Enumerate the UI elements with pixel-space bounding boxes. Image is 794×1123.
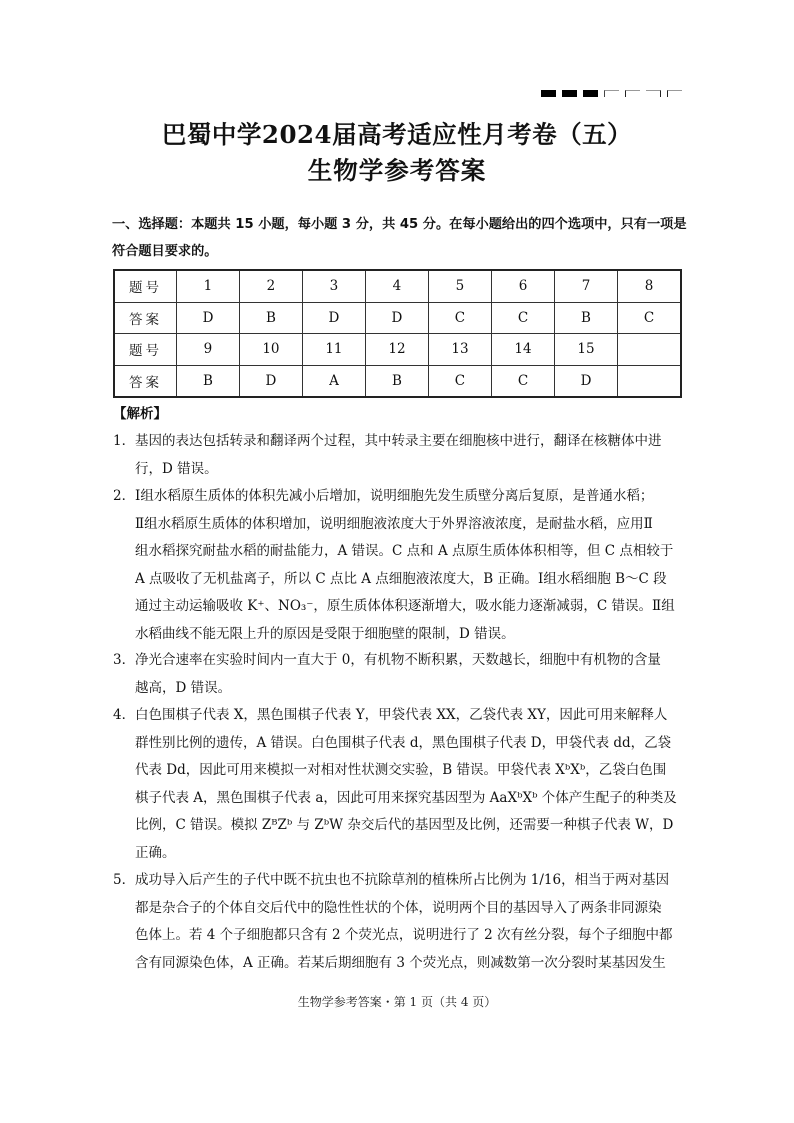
table-cell: 13 xyxy=(428,334,491,366)
table-cell: 5 xyxy=(428,270,491,302)
analysis-item xyxy=(113,702,683,867)
analysis-item xyxy=(113,483,683,648)
text-line: 棋子代表 A，黑色围棋子代表 a，因此可用来探究基因型为 AaXᵇXᵇ 个体产生配子的种类及 xyxy=(135,789,677,806)
table-cell: 9 xyxy=(177,334,240,366)
item-body xyxy=(135,428,683,483)
table-cell: A xyxy=(302,365,365,397)
table-cell: C xyxy=(618,302,681,334)
corner-mark xyxy=(646,90,661,97)
text-line: 组水稻探究耐盐水稻的耐盐能力，A 错误。C 点和 A 点原生质体体积相等，但 C 点相较于 xyxy=(135,543,674,559)
text-line: 正确。 xyxy=(135,844,176,861)
table-cell xyxy=(618,334,681,366)
row-label: 答案 xyxy=(114,365,177,397)
item-body xyxy=(135,483,683,648)
item-body xyxy=(135,867,683,977)
text-line: 色体上。若 4 个子细胞都只含有 2 个荧光点，说明进行了 2 次有丝分裂，每个子细胞中都 xyxy=(135,927,673,943)
corner-mark xyxy=(625,90,640,97)
text-line: A 点吸收了无机盐离子，所以 C 点比 A 点细胞液浓度大，B 正确。Ⅰ组水稻细胞 B～C 段 xyxy=(135,570,667,587)
item-number: 4． xyxy=(113,707,136,723)
text-line: Ⅱ组水稻原生质体的体积增加，说明细胞液浓度大于外界溶液浓度，是耐盐水稻，应用Ⅱ xyxy=(135,515,653,532)
text-line: Ⅰ组水稻原生质体的体积先减小后增加，说明细胞先发生质壁分离后复原，是普通水稻； xyxy=(135,488,654,504)
text-line: 含有同源染色体，A 正确。若某后期细胞有 3 个荧光点，则减数第一次分裂时某基因发生 xyxy=(135,954,666,971)
table-cell: C xyxy=(428,365,491,397)
analysis-heading: 【解析】 xyxy=(113,406,167,422)
table-cell: 12 xyxy=(365,334,428,366)
item-body xyxy=(135,702,683,867)
item-number: 5． xyxy=(113,872,136,888)
table-cell xyxy=(618,365,681,397)
table-row xyxy=(114,270,681,302)
table-cell: D xyxy=(177,302,240,334)
analysis-item xyxy=(113,867,683,977)
table-cell: 3 xyxy=(302,270,365,302)
table-cell: B xyxy=(365,365,428,397)
text-line: 比例，C 错误。模拟 ZᴮZᵇ 与 ZᵇW 杂交后代的基因型及比例，还需要一种棋子代表 W，D xyxy=(135,817,674,833)
row-label: 答案 xyxy=(114,302,177,334)
table-cell: 7 xyxy=(555,270,618,302)
text-line: 基因的表达包括转录和翻译两个过程，其中转录主要在细胞核中进行，翻译在核糖体中进 xyxy=(135,433,662,449)
analysis-item xyxy=(113,647,683,702)
table-cell: 1 xyxy=(177,270,240,302)
item-number: 2． xyxy=(113,488,136,504)
text-line: 越高，D 错误。 xyxy=(135,679,232,696)
table-cell: 4 xyxy=(365,270,428,302)
table-cell: D xyxy=(365,302,428,334)
corner-mark xyxy=(667,90,682,97)
text-line: 净光合速率在实验时间内一直大于 0，有机物不断积累，天数越长，细胞中有机物的含量 xyxy=(135,652,661,668)
table-cell: D xyxy=(239,365,302,397)
row-label: 题号 xyxy=(114,334,177,366)
table-cell: B xyxy=(239,302,302,334)
table-cell: 2 xyxy=(239,270,302,302)
table-cell: 11 xyxy=(302,334,365,366)
table-cell: D xyxy=(302,302,365,334)
table-row xyxy=(114,302,681,334)
analysis-item xyxy=(113,428,683,483)
solid-block-mark xyxy=(541,90,556,97)
solid-block-mark xyxy=(562,90,577,97)
table-cell: B xyxy=(177,365,240,397)
corner-mark xyxy=(604,90,619,97)
table-cell: 15 xyxy=(555,334,618,366)
table-cell: C xyxy=(428,302,491,334)
document-subtitle: 生物学参考答案 xyxy=(307,156,487,185)
text-line: 都是杂合子的个体自交后代中的隐性性状的个体，说明两个目的基因导入了两条非同源染 xyxy=(135,899,662,916)
answer-table xyxy=(113,269,682,398)
table-cell: 10 xyxy=(239,334,302,366)
text-line: 代表 Dd，因此可用来模拟一对相对性状测交实验，B 错误。甲袋代表 XᵇXᵇ，乙袋白色围 xyxy=(135,762,667,778)
table-row xyxy=(114,334,681,366)
solid-block-mark xyxy=(583,90,598,97)
table-row xyxy=(114,365,681,397)
text-line: 通过主动运输吸收 K⁺、NO₃⁻，原生质体体积逐渐增大，吸水能力逐渐减弱，C 错误。Ⅱ组 xyxy=(135,598,675,614)
registration-marks xyxy=(541,90,682,98)
table-cell: 8 xyxy=(618,270,681,302)
text-line: 群性别比例的遗传，A 错误。白色围棋子代表 d，黑色围棋子代表 D，甲袋代表 dd，乙袋 xyxy=(135,734,672,751)
document-title: 巴蜀中学2024届高考适应性月考卷（五） xyxy=(161,120,633,149)
item-number: 3． xyxy=(113,652,136,668)
text-line: 行，D 错误。 xyxy=(135,460,218,477)
page-footer: 生物学参考答案・第 1 页（共 4 页） xyxy=(297,995,497,1009)
table-cell: C xyxy=(491,302,554,334)
table-cell: D xyxy=(555,365,618,397)
item-body xyxy=(135,647,683,702)
text-line: 白色围棋子代表 X，黑色围棋子代表 Y，甲袋代表 XX，乙袋代表 XY，因此可用来解释人 xyxy=(135,707,668,723)
text-line: 水稻曲线不能无限上升的原因是受限于细胞壁的限制，D 错误。 xyxy=(135,625,515,642)
table-cell: C xyxy=(491,365,554,397)
row-label: 题号 xyxy=(114,270,177,302)
table-cell: 14 xyxy=(491,334,554,366)
section-intro: 一、选择题：本题共 15 小题，每小题 3 分，共 45 分。在每小题给出的四个选项中，只有一项是符合题目要求的。 xyxy=(112,217,687,259)
item-number: 1． xyxy=(113,433,136,449)
table-cell: B xyxy=(555,302,618,334)
text-line: 成功导入后产生的子代中既不抗虫也不抗除草剂的植株所占比例为 1/16，相当于两对基因 xyxy=(135,872,670,888)
table-cell: 6 xyxy=(491,270,554,302)
